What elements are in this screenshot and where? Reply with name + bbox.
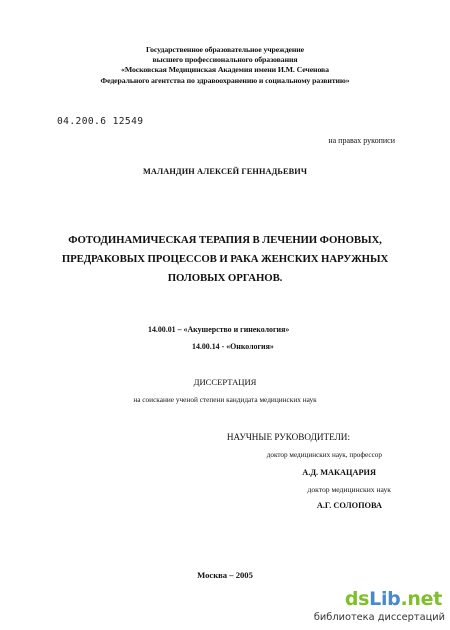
- degree-statement: на соискание ученой степени кандидата медицинских наук: [133, 395, 317, 404]
- institution-line: высшего профессионального образования: [152, 55, 298, 65]
- logo-part: Lib: [369, 588, 401, 610]
- dissertation-title: [40, 231, 410, 289]
- supervisor-name: А.Г. СОЛОПОВА: [316, 501, 382, 510]
- title-line: ПРЕДРАКОВЫХ ПРОЦЕССОВ И РАКА ЖЕНСКИХ НАРУЖНЫХ: [61, 253, 389, 266]
- city-year: Москва – 2005: [197, 570, 253, 580]
- author-name: МАЛАНДИН АЛЕКСЕЙ ГЕННАДЬЕВИЧ: [142, 167, 308, 176]
- institution-line: «Московская Медицинская Академия имени И.М. Сеченова: [121, 65, 329, 75]
- supervisor-degree: доктор медицинских наук, профессор: [266, 451, 382, 459]
- institution-line: Государственное образовательное учреждение: [145, 45, 305, 54]
- title-line: ПОЛОВЫХ ОРГАНОВ.: [167, 272, 283, 285]
- logo-part: .net: [400, 588, 442, 610]
- dslib-logo: [345, 588, 442, 610]
- archive-stamp-number: 04.200.6 12549: [57, 116, 144, 127]
- institution-line: Федерального агентства по здравоохранению и социальному развитию»: [100, 75, 350, 85]
- specialty-line: 14.00.14 - «Онкология»: [192, 342, 274, 351]
- institution-header: [0, 45, 450, 86]
- dslib-watermark[interactable]: [313, 588, 448, 626]
- supervisor-degree: доктор медицинских наук: [307, 485, 391, 494]
- title-line: ФОТОДИНАМИЧЕСКАЯ ТЕРАПИЯ В ЛЕЧЕНИИ ФОНОВЫХ,: [68, 234, 382, 246]
- specialty-line: 14.00.01 – «Акушерство и гинекология»: [148, 325, 290, 334]
- document-type-heading: ДИССЕРТАЦИЯ: [193, 377, 257, 387]
- watermark-tagline: библиотека диссертаций: [313, 612, 445, 623]
- logo-part: ds: [344, 588, 370, 610]
- specialty-codes: [148, 321, 289, 355]
- supervisor-name: А.Д. МАКАЦАРИЯ: [302, 468, 376, 477]
- manuscript-rights-note: на правах рукописи: [328, 136, 395, 145]
- supervisors-heading: НАУЧНЫЕ РУКОВОДИТЕЛИ:: [226, 432, 350, 442]
